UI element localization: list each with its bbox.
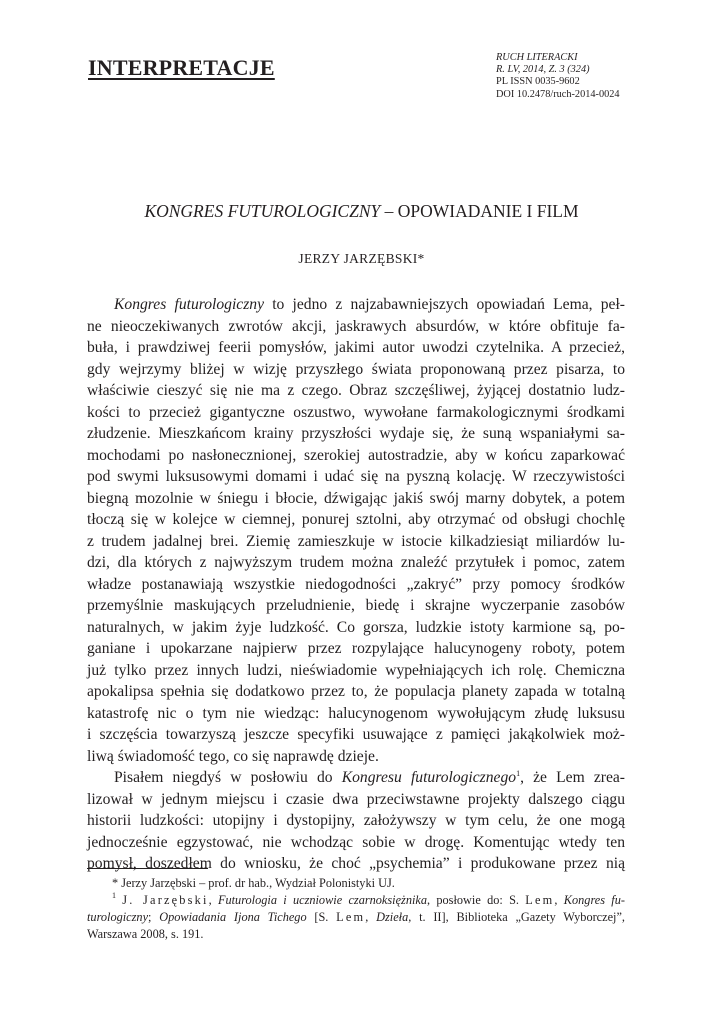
body-line: i szczęścia towarzyszą jeszcze specyfiki usuwające z pamięci jakąkolwiek moż- xyxy=(87,726,625,743)
journal-issue: R. LV, 2014, Z. 3 (324) xyxy=(496,64,590,76)
body-text: to jedno z najzabawniejszych opowiadań Lema, peł- xyxy=(264,296,625,313)
body-line: apokalipsa spełnia się dodatkowo przez to, że populacja planety zapada w totalną xyxy=(87,683,625,700)
footnote-line: Warszawa 2008, s. 191. xyxy=(87,927,204,941)
body-line: kości to przecież gigantyczne oszustwo, wywołane farmakologicznymi środkami xyxy=(87,403,625,421)
footnote-text: , xyxy=(554,893,564,907)
footnote-text: , t. II], Biblioteka „Gazety Wyborczej”, xyxy=(408,910,626,924)
body-text: , że Lem zrea- xyxy=(520,769,626,786)
article-title xyxy=(0,201,723,222)
footnote-text: , xyxy=(208,893,218,907)
footnote-text: , posłowie do: S. xyxy=(427,893,526,907)
footnotes xyxy=(87,875,625,943)
journal-name: RUCH LITERACKI xyxy=(496,52,578,63)
body-text: Pisałem niegdyś w posłowiu do xyxy=(114,769,342,786)
body-line: ganiane i upokarzane najpierw przez rozpylające halucynogeny roboty, potem xyxy=(87,640,625,657)
body-line: liwą świadomość tego, co się naprawdę dzieje. xyxy=(87,747,379,765)
body-line: właściwie cieszyć się nie ma z czego. Obraz szczęśliwej, żyjącej dostatnio ludz- xyxy=(87,382,625,399)
title-rest: – OPOWIADANIE I FILM xyxy=(380,201,579,221)
footnote-star: * Jerzy Jarzębski – prof. dr hab., Wydział Polonistyki UJ. xyxy=(112,876,395,890)
footnote-1 xyxy=(87,892,625,909)
body-line: dzi, dla których z najwyższym trudem można znaleźć przytułek i pomoc, zatem xyxy=(87,554,625,571)
footnote-author: Lem xyxy=(336,910,366,924)
journal-meta xyxy=(496,52,620,101)
work-title: Kongresu futurologicznego xyxy=(341,769,517,786)
footnote-text: [S. xyxy=(306,910,337,924)
body-line: historii ludzkości: utopijny i dystopijny, założywszy w tym celu, że one mogą xyxy=(87,812,625,829)
body-line: przemyślnie maskujących przeludnienie, biedę i skrajne wyczerpanie zasobów xyxy=(87,597,625,614)
body-line: jednocześnie egzystować, nie wchodząc sobie w drogę. Komentując wtedy ten xyxy=(87,833,625,851)
footnote-line xyxy=(87,909,625,926)
footnote-text: ; xyxy=(148,910,160,924)
work-title: Kongres futurologiczny xyxy=(114,296,264,313)
footnote-divider xyxy=(87,868,208,869)
body-line xyxy=(87,767,625,789)
footnote-author: Lem xyxy=(525,893,555,907)
section-label: INTERPRETACJE xyxy=(88,55,275,80)
footnote-ref[interactable]: 1 xyxy=(516,769,521,778)
body-line: buła, i prawdziwej feerii pomysłów, jakimi autor uwodzi czytelnika. A przecież, xyxy=(87,339,625,356)
body-line: złudzenie. Mieszkańcom krainy przyszłości wydaje się, że suną wspaniałymi sa- xyxy=(87,425,625,442)
body-line: katastrofę nic o tym nie wiedząc: halucynogenom wywołującym złudę luksusu xyxy=(87,704,625,722)
footnote-title: Dzieła xyxy=(376,910,409,924)
body-line: tłoczą się w kolejce w ciemnej, ponurej sztolni, aby otrzymać od obsługi chochlę xyxy=(87,511,625,528)
body-line: pod swymi luksusowymi domami i udać się na pyszną kolację. W rzeczywistości xyxy=(87,468,625,485)
article-author: JERZY JARZĘBSKI* xyxy=(298,251,425,266)
body-line: gdy wejrzymy bliżej w wizję przyszłego świata proponowaną przez pisarza, to xyxy=(87,360,625,378)
body-line: ne nieoczekiwanych zwrotów akcji, jaskrawych absurdów, w które obfituje fa- xyxy=(87,317,625,335)
body-line: biegną mozolnie w śniegu i błocie, dźwigając jakiś swój marny dobytek, a potem xyxy=(87,489,625,507)
journal-issn: PL ISSN 0035-9602 xyxy=(496,76,580,88)
footnote-author: J. Jarzębski xyxy=(122,893,209,907)
body-line: z trudem jadalnej brei. Ziemię zamieszkuje w istocie kilkadziesiąt miliardów lu- xyxy=(87,532,625,550)
footnote-title: turologiczny xyxy=(87,910,149,924)
body-line: władze postanawiają wszystkie niedogodności „zakryć” przy pomocy środków xyxy=(87,575,625,593)
body-line: mochodami po nasłonecznionej, szerokiej autostradzie, aby w końcu zaparkować xyxy=(87,446,625,464)
body-line: pomysł, doszedłem do wniosku, że choć „psychemia” i produkowane przez nią xyxy=(87,855,625,872)
footnote-text: , xyxy=(365,910,377,924)
footnote-number: 1 xyxy=(112,891,116,900)
body-line: już tylko przez innych ludzi, nieświadomie wypełniających ich rolę. Chemiczna xyxy=(87,661,625,679)
footnote-title: Futurologia i uczniowie czarnoksiężnika xyxy=(217,893,427,907)
journal-doi: DOI 10.2478/ruch-2014-0024 xyxy=(496,88,620,100)
body-line: naturalnych, w jakim żyje ludzkość. Co gorsza, ludzkie istoty karmione są, po- xyxy=(87,618,625,636)
footnote-title: Opowiadania Ijona Tichego xyxy=(159,910,307,924)
body-line: lizował w jednym miejscu i czasie dwa przeciwstawne projekty dalszego ciągu xyxy=(87,790,625,808)
footnote-title: Kongres fu- xyxy=(563,893,625,907)
body-line xyxy=(87,294,625,316)
title-italic: KONGRES FUTUROLOGICZNY xyxy=(144,201,381,221)
article-body xyxy=(87,294,625,875)
